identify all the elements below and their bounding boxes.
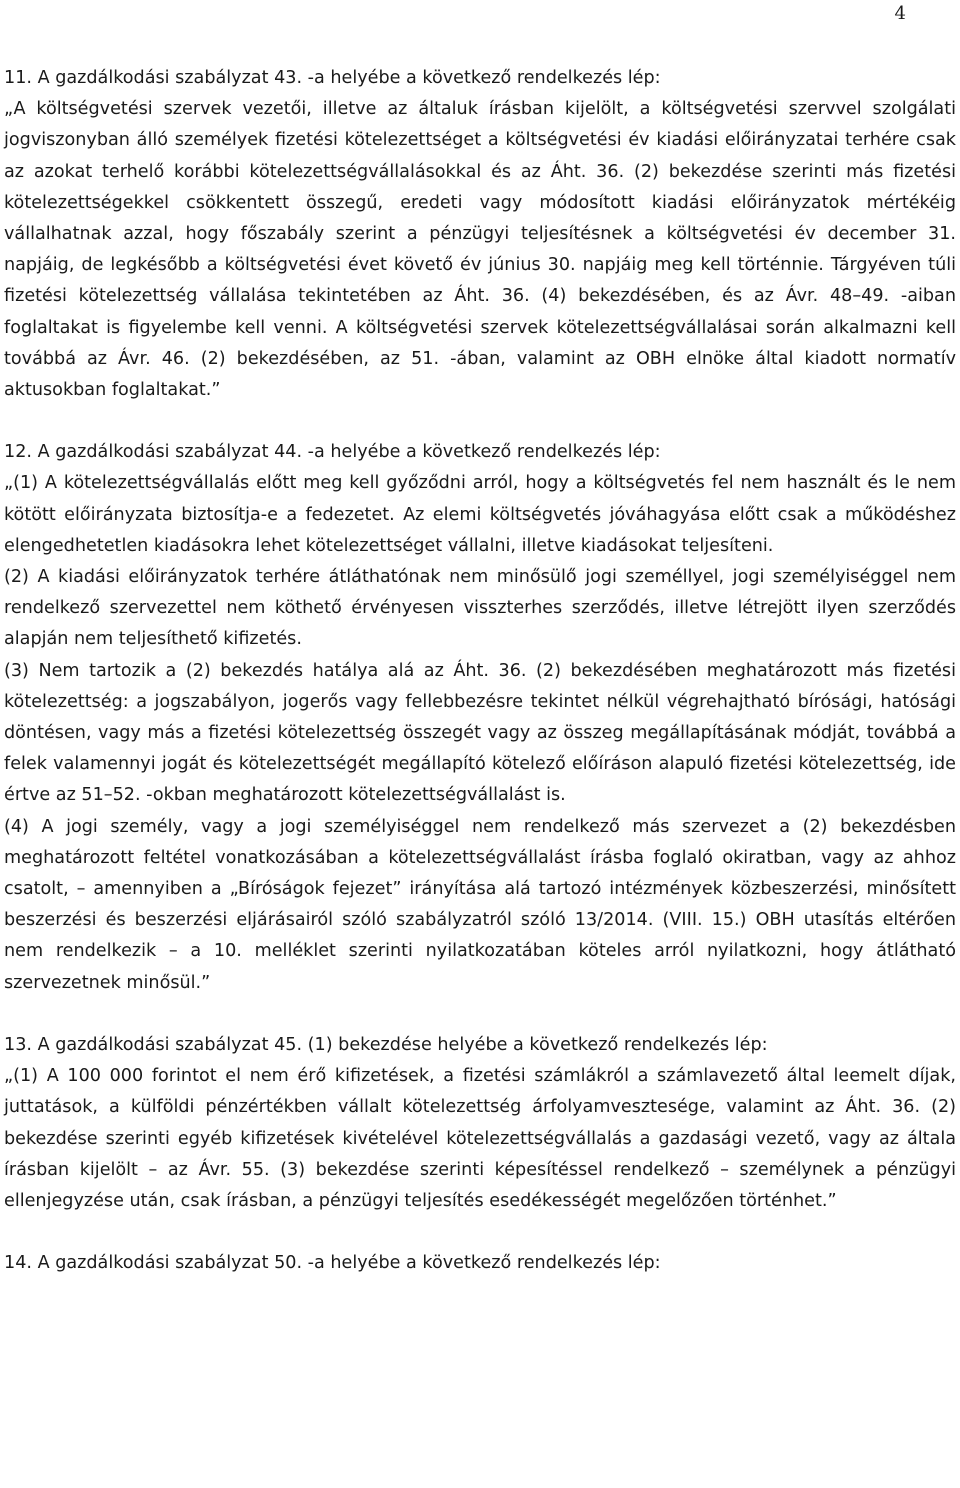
section-paragraph: „A költségvetési szervek vezetői, illetve az általuk írásban kijelölt, a költségvetési szervvel szolgálati jogviszonyban álló személyek fizetési kötelezettséget a költségvetési év kiadási előirányzatai terhére csak az azokat terhelő korábbi kötelezettségvállalásokkal és az Áht. 36. (2) bekezdése szerinti más fizetési kötelezettségekkel csökkentett összegű, eredeti vagy módosított kiadási előirányzatok mértékéig vállalhatnak azzal, hogy főszabály szerint a pénzügyi teljesítésnek a költségvetési év december 31. napjáig, de legkésőbb a költségvetési évet követő év június 30. napjáig meg kell történnie. Tárgyéven túli fizetési kötelezettség vállalása tekintetében az Áht. 36. (4) bekezdésében, és az Ávr. 48–49. -aiban foglaltakat is figyelembe kell venni. A költségvetési szervek kötelezettségvállalásai során alkalmazni kell továbbá az Ávr. 46. (2) bekezdésében, az 51. -ában, valamint az OBH elnöke által kiadott normatív aktusokban foglaltakat.” <box>4 99 956 401</box>
section-heading: 11. A gazdálkodási szabályzat 43. -a helyébe a következő rendelkezés lép: <box>4 68 661 88</box>
section-gap <box>4 406 956 437</box>
section-heading: 12. A gazdálkodási szabályzat 44. -a helyébe a következő rendelkezés lép: <box>4 442 661 463</box>
section-gap <box>4 1217 956 1248</box>
section-gap <box>4 999 956 1030</box>
document-body <box>4 63 956 1279</box>
section-11 <box>4 63 956 406</box>
section-paragraph: (4) A jogi személy, vagy a jogi személyiséggel nem rendelkező más szervezet a (2) bekezdésben meghatározott feltétel vonatkozásában a kötelezettségvállalást írásba foglaló okiratban, vagy az ahhoz csatolt, – amennyiben a „Bíróságok fejezet” irányítása alá tartozó intézmények közbeszerzési, minősített beszerzési és beszerzési eljárásairól szóló szabályzatról szóló 13/2014. (VIII. 15.) OBH utasítás eltérően nem rendelkezik – a 10. melléklet szerinti nyilatkozatában köteles arról nyilatkozni, hogy átlátható szervezetnek minősül.” <box>4 816 956 993</box>
page-number: 4 <box>894 3 906 24</box>
section-paragraph: „(1) A kötelezettségvállalás előtt meg kell győződni arról, hogy a költségvetés fel nem használt és le nem kötött előirányzata biztosítja-e a fedezetet. Az elemi költségvetés jóváhagyása előtt csak a működéshez elengedhetetlen kiadásokra lehet kötelezettséget vállalni, illetve kiadásokat teljesíteni. <box>4 473 956 556</box>
section-paragraph: „(1) A 100 000 forintot el nem érő kifizetések, a fizetési számlákról a számlavezető által leemelt díjak, juttatások, a külföldi pénzértékben vállalt kötelezettség árfolyamvesztesége, valamint az Áht. 36. (2) bekezdése szerinti egyéb kifizetések kivételével kötelezettségvállalás a gazdasági vezető, vagy az általa írásban kijelölt – az Ávr. 55. (3) bekezdése szerinti képesítéssel rendelkező – személynek a pénzügyi ellenjegyzése után, csak írásban, a pénzügyi teljesítés esedékességét megelőzően történhet.” <box>4 1066 956 1211</box>
section-13 <box>4 1030 956 1217</box>
section-14 <box>4 1248 956 1279</box>
section-heading: 13. A gazdálkodási szabályzat 45. (1) bekezdése helyébe a következő rendelkezés lép: <box>4 1034 768 1055</box>
section-paragraph: (2) A kiadási előirányzatok terhére átláthatónak nem minősülő jogi személlyel, jogi személyiséggel nem rendelkező szervezettel nem köthető érvényesen visszterhes szerződés, illetve létrejött ilyen szerződés alapján nem teljesíthető kifizetés. <box>4 567 956 650</box>
section-paragraph: (3) Nem tartozik a (2) bekezdés hatálya alá az Áht. 36. (2) bekezdésében meghatározott más fizetési kötelezettség: a jogszabályon, jogerős vagy fellebbezésre tekintet nélkül végrehajtható bírósági, hatósági döntésen, vagy más a fizetési kötelezettség összegét vagy az összeg megállapításának módját, továbbá a felek valamennyi jogát és kötelezettségét megállapító kötelező előíráson alapuló fizetési kötelezettség, ide értve az 51–52. -okban meghatározott kötelezettségvállalást is. <box>4 660 956 806</box>
section-heading: 14. A gazdálkodási szabályzat 50. -a helyébe a következő rendelkezés lép: <box>4 1253 661 1274</box>
section-12 <box>4 437 956 999</box>
